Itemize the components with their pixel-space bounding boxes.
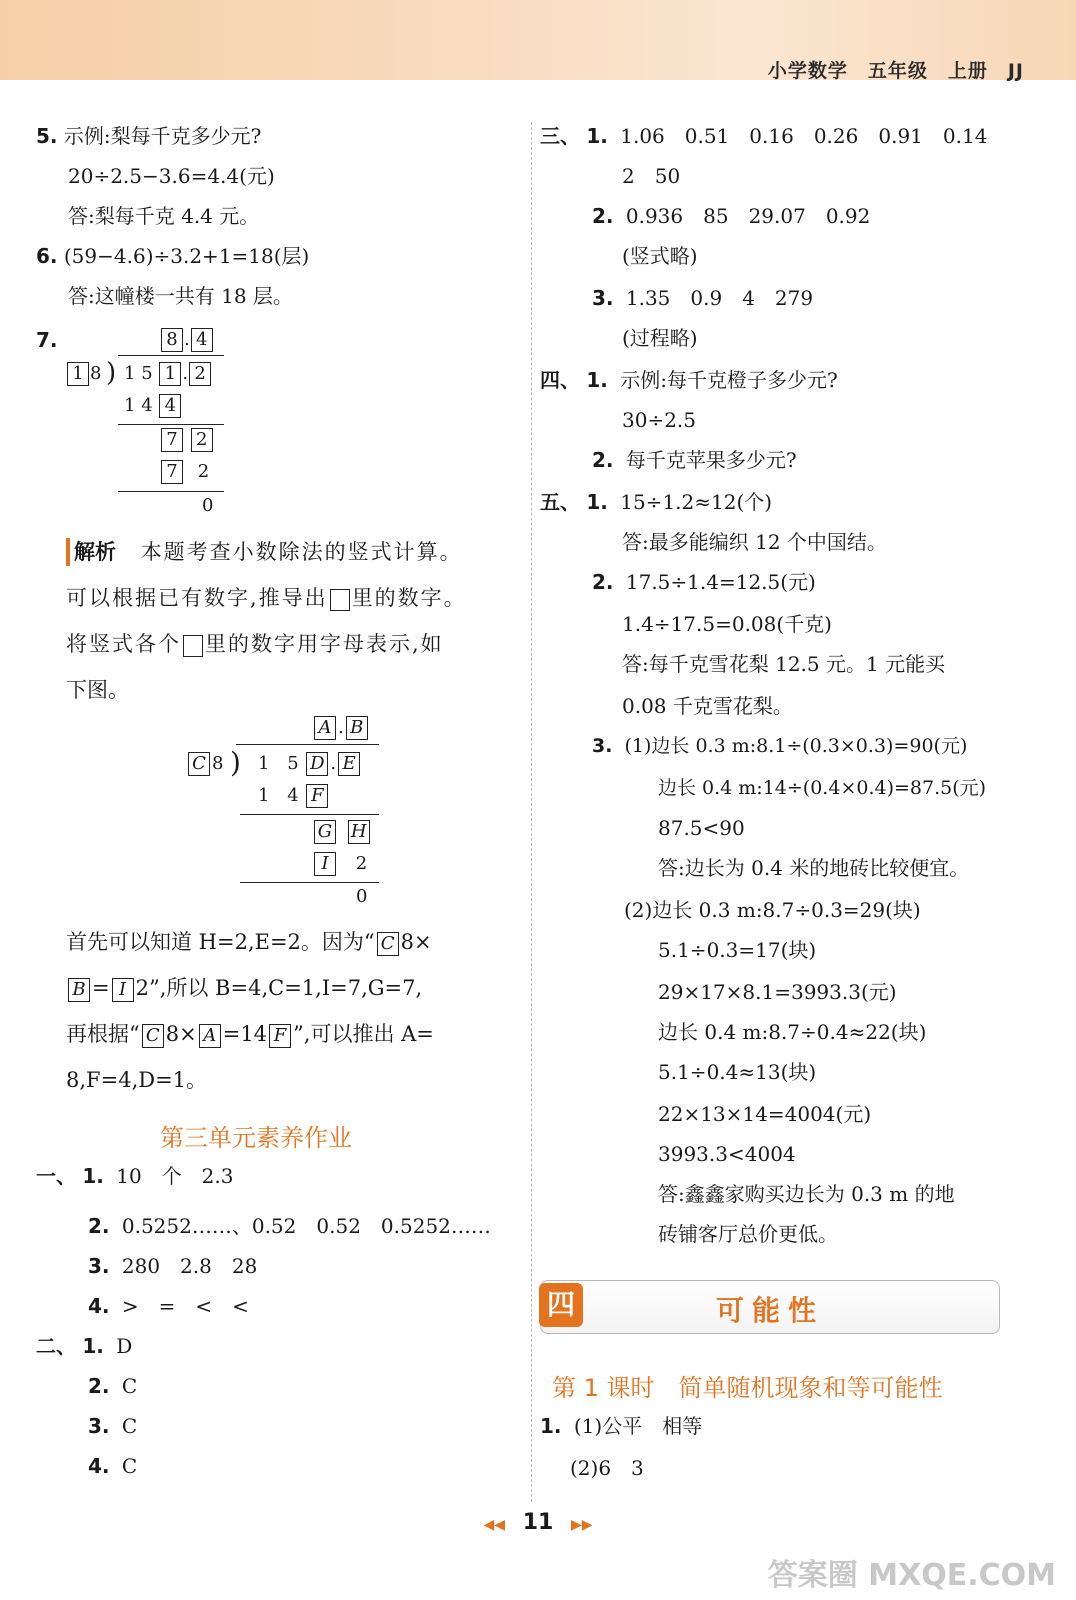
p5-item3-line9: 5.1÷0.4≈13(块)	[658, 1060, 817, 1084]
fig-rule1	[240, 814, 379, 815]
p5-item3-line2: 边长 0.4 m:14÷(0.4×0.4)=87.5(元)	[658, 777, 987, 799]
jiexi-tag: 解析	[66, 538, 116, 566]
fig-divisor: C 8	[186, 752, 223, 776]
page-footer	[0, 1510, 1076, 1535]
q7-remainder: 0	[202, 495, 214, 516]
expl-line4: 8,F=4,D=1。	[66, 1068, 208, 1092]
unit-name: 可能性	[715, 1294, 824, 1327]
q7-divisor: 1 8	[66, 362, 101, 386]
lesson-q1-line1: 1. (1)公平 相等	[540, 1414, 703, 1438]
lesson-title: 第 1 课时 简单随机现象和等可能性	[552, 1374, 943, 1402]
p5-item3-line13: 砖铺客厅总价更低。	[658, 1222, 838, 1246]
p4-item1-line2: 30÷2.5	[622, 408, 697, 432]
next-arrows-icon: ▶▶	[570, 1517, 593, 1533]
jiexi-line2: 可以根据已有数字,推导出 里的数字。	[66, 586, 467, 610]
p4-item1-line1: 四、 1. 示例:每千克橙子多少元?	[540, 368, 838, 392]
q7-quotient: 8 . 4	[160, 328, 214, 352]
q5-line1: 5. 示例:梨每千克多少元?	[36, 124, 262, 148]
p3-item1-line1: 三、 1. 1.06 0.51 0.16 0.26 0.91 0.14	[540, 124, 988, 148]
expl-line1: 首先可以知道 H=2,E=2。因为“ C 8×	[66, 930, 432, 954]
p1-item3: 3. 280 2.8 28	[88, 1254, 258, 1278]
q7-rule2	[118, 491, 224, 492]
p5-item3-line1: 3. (1)边长 0.3 m:8.1÷(0.3×0.3)=90(元)	[592, 735, 968, 757]
fig-quotient: A . B	[312, 716, 370, 740]
q7-rule1	[118, 424, 224, 425]
fig-remainder: 0	[356, 886, 368, 907]
unit-banner	[540, 1280, 1000, 1334]
q5-line2: 20÷2.5−3.6=4.4(元)	[68, 164, 275, 188]
p5-item2-line1: 2. 17.5÷1.4=12.5(元)	[592, 570, 816, 594]
prev-arrows-icon: ◀◀	[483, 1517, 506, 1533]
p3-item1-line2: 2 50	[622, 164, 681, 188]
q7-dividend: 1 5 1 . 2	[124, 362, 212, 386]
p5-item2-line2: 1.4÷17.5=0.08(千克)	[622, 612, 832, 636]
q7-division-bar	[118, 355, 224, 356]
fig-rule2	[240, 882, 379, 883]
q7-row1: 1 4 4	[124, 394, 182, 418]
expl-line3: 再根据“ C 8× A =14 F ”,可以推出 A=	[66, 1022, 434, 1046]
p3-item2-line2: (竖式略)	[622, 244, 698, 268]
empty-box-symbol	[183, 635, 203, 657]
book-title: 小学数学 五年级 上册 JJ	[767, 60, 1024, 82]
p2-item4: 4. C	[88, 1454, 138, 1478]
p2-item3: 3. C	[88, 1414, 138, 1438]
p5-item3-line8: 边长 0.4 m:8.7÷0.4≈22(块)	[658, 1020, 927, 1044]
p3-item2-line1: 2. 0.936 85 29.07 0.92	[592, 204, 871, 228]
p3-item3-line2: (过程略)	[622, 326, 698, 350]
fig-row1: 1 4 F	[258, 784, 330, 808]
p5-item3-line5: (2)边长 0.3 m:8.7÷0.3=29(块)	[624, 898, 921, 922]
lesson-q1-line2: (2)6 3	[570, 1456, 644, 1480]
page-number: 11	[522, 1510, 554, 1535]
q7-row3: 7 2	[160, 460, 209, 484]
fig-row2: G H	[312, 820, 372, 844]
p1-item2: 2. 0.5252……、0.52 0.52 0.5252……	[88, 1214, 491, 1238]
p2-item1: 二、 1. D	[36, 1334, 133, 1358]
p5-item2-line3: 答:每千克雪花梨 12.5 元。1 元能买	[622, 652, 946, 676]
p5-item3-line4: 答:边长为 0.4 米的地砖比较便宜。	[658, 856, 970, 880]
column-divider	[531, 122, 532, 1502]
p5-item3-line11: 3993.3<4004	[658, 1142, 796, 1166]
jiexi-line1: 解析 本题考查小数除法的竖式计算。	[66, 538, 463, 566]
q6-line2: 答:这幢楼一共有 18 层。	[68, 284, 293, 308]
p5-item3-line10: 22×13×14=4004(元)	[658, 1102, 872, 1126]
p5-item3-line12: 答:鑫鑫家购买边长为 0.3 m 的地	[658, 1182, 955, 1206]
fig-row3: I 2	[312, 852, 367, 876]
p4-item2-line1: 2. 每千克苹果多少元?	[592, 448, 797, 472]
p1-item1: 一、 1. 10 个 2.3	[36, 1164, 234, 1188]
p5-item3-line7: 29×17×8.1=3993.3(元)	[658, 980, 897, 1004]
p1-item4: 4. > = < <	[88, 1294, 249, 1318]
p5-item3-line6: 5.1÷0.3=17(块)	[658, 938, 817, 962]
p3-item3-line1: 3. 1.35 0.9 4 279	[592, 286, 814, 310]
page-header-band	[0, 0, 1076, 80]
empty-box-symbol	[330, 589, 350, 611]
p5-item2-line4: 0.08 千克雪花梨。	[622, 694, 793, 718]
unit-badge: 四	[539, 1283, 583, 1327]
fig-dividend: 1 5 D . E	[258, 752, 362, 776]
fig-bracket: )	[230, 746, 241, 779]
q7-row2: 7 2	[160, 428, 214, 452]
p5-item3-line3: 87.5<90	[658, 816, 745, 840]
q5-line3: 答:梨每千克 4.4 元。	[68, 204, 260, 228]
p5-item1-line1: 五、 1. 15÷1.2≈12(个)	[540, 490, 773, 514]
jiexi-line4: 下图。	[66, 678, 129, 702]
jiexi-line3: 将竖式各个 里的数字用字母表示,如	[66, 632, 444, 656]
p2-item2: 2. C	[88, 1374, 138, 1398]
section-title-unit3: 第三单元素养作业	[160, 1124, 352, 1152]
watermark: 答案圈 MXQE.COM	[767, 1558, 1056, 1593]
fig-division-bar	[236, 744, 379, 745]
expl-line2: B = I 2”,所以 B=4,C=1,I=7,G=7,	[66, 974, 422, 1002]
q6-line1: 6. (59−4.6)÷3.2+1=18(层)	[36, 244, 310, 268]
q7-bracket: )	[106, 358, 117, 388]
p5-item1-line2: 答:最多能编织 12 个中国结。	[622, 530, 887, 554]
q7-number: 7.	[36, 328, 58, 352]
